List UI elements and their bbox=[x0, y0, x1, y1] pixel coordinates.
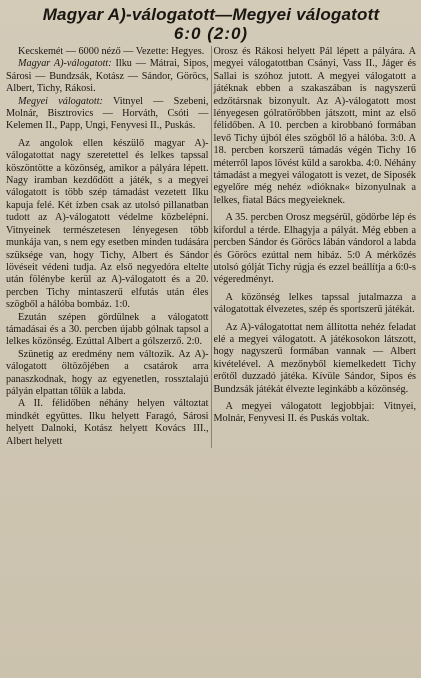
team-b-lineup: Vitnyel — Szebeni, Molnár, Bisztrovics — Horváth, Csóti — Kelemen II., Papp, Ungi, Fenyvesi II., Puskás. bbox=[6, 95, 209, 132]
right-column bbox=[214, 46, 417, 448]
paragraph-first-half: Az angolok ellen készülő magyar A)-válogatottat nagy szeretettel és lelkes tapssal köszöntötte a közönség, amikor a pályára lépett. Nagy iramban kezdődött a játék, s a megyei válogatott is több szép támadást vezetett Ilku kapuja felé. Két ízben csak az utolsó pillanatban tudott az A)-válogatott védelme közbelépni. Vitnyeinek természetesen lényegesen több munkája van, s nem egy esetben minden tudására szüksége van, hogy Tichy, Albert és Sándor lövéseit védeni tudja. Az első negyedóra eltelte után fölénybe kerül az A)-válogatott és a 20. percben Tichy mintaszerű elfutás után éles szögből a hálóba bombáz. 1:0. bbox=[6, 137, 209, 311]
paragraph-assessment: Az A)-válogatottat nem állította nehéz feladat elé a megyei válogatott. A játékosokon látszott, hogy nagyszerű formában vannak — Albert kivételével. A mezőnyből kiemelkedett Tichy erőtől duzzadó játéka. Kívüle Sándor, Sipos és Bundzsák játékát élvezte leginkább a közönség. bbox=[213, 321, 416, 395]
left-column bbox=[6, 46, 209, 448]
paragraph-halftime: Szünetig az eredmény nem változik. Az A)-válogatott öltözőjében a csatárok arra panaszkodnak, hogy az egyenetlen, rossztalajú pályán elpattan tőlük a labda. bbox=[6, 348, 209, 397]
paragraph-second-goal: Ezután szépen gördülnek a válogatott támadásai és a 30. percben újabb gólnak tapsol a lelkes közönség. Ezúttal Albert a gólszerző. 2:0. bbox=[6, 311, 209, 348]
team-a-lineup: Ilku — Mátrai, Sipos, Sárosi — Bundzsák, Kotász — Sándor, Göröcs, Albert, Tichy, Rákosi. bbox=[6, 58, 209, 95]
team-b-lineup-paragraph bbox=[6, 96, 209, 133]
team-b-label: Megyei válogatott: bbox=[18, 95, 103, 107]
article-headline: Magyar A)-válogatott—Megyei válogatott bbox=[42, 5, 380, 24]
paragraph-injury: A 35. percben Orosz megsérül, gödörbe lép és kifordul a térde. Elhagyja a pályát. Még ebben a percben Sándor és Göröcs lábán vándorol a labda és Göröcs ezúttal nem hibáz. 5:0 A mérkőzés utolsó gólját Tichy rúgja és ezzel beállítja a 6:0-s végeredményt. bbox=[213, 212, 416, 286]
match-venue-info: Kecskemét — 6000 néző — Vezette: Hegyes. bbox=[18, 46, 205, 57]
paragraph-best-players: A megyei válogatott legjobbjai: Vitnyei, Molnár, Fenyvesi II. és Puskás voltak. bbox=[213, 400, 416, 425]
team-a-lineup-paragraph bbox=[6, 58, 209, 95]
match-score: 6:0 (2:0) bbox=[173, 24, 249, 43]
paragraph-second-half: Orosz és Rákosi helyett Pál lépett a pályára. A megyei válogatottban Csányi, Vass II., Jáger és Sallai is szóhoz jutott. A megyei válogatott a játéknak ebben a szakaszában is nagyszerű edzőtársnak bizonyult. Az A)-válogatott most lényegesen gólratörőbben játszott, mint az első félidőben. A 10. percben a kirobbanó formában levő Tichy újból éles szögből lő a hálóba. 3:0. A 18. percben korszerű támadás végén Tichy 16 méterről lapos lövést küld a sarokba. 4:0. Néhány támadást a megyei válogatott is vezet, de Siposék egyelőre még nehéz »dióknak« bizonyulnak a lelkes, fiatal Bács megyeieknek. bbox=[213, 46, 416, 206]
paragraph-substitutions: A II. félidőben néhány helyen változtat mindkét együttes. Ilku helyett Faragó, Sárosi helyett Dalnoki, Kotász helyett Kovács III., Albert helyett bbox=[6, 398, 209, 447]
article-body bbox=[6, 46, 416, 448]
paragraph-crowd: A közönség lelkes tapssal jutalmazza a válogatottak élvezetes, szép és sportszerű játékát. bbox=[213, 291, 416, 316]
team-a-label: Magyar A)-válogatott: bbox=[18, 58, 112, 70]
column-divider bbox=[211, 46, 212, 448]
